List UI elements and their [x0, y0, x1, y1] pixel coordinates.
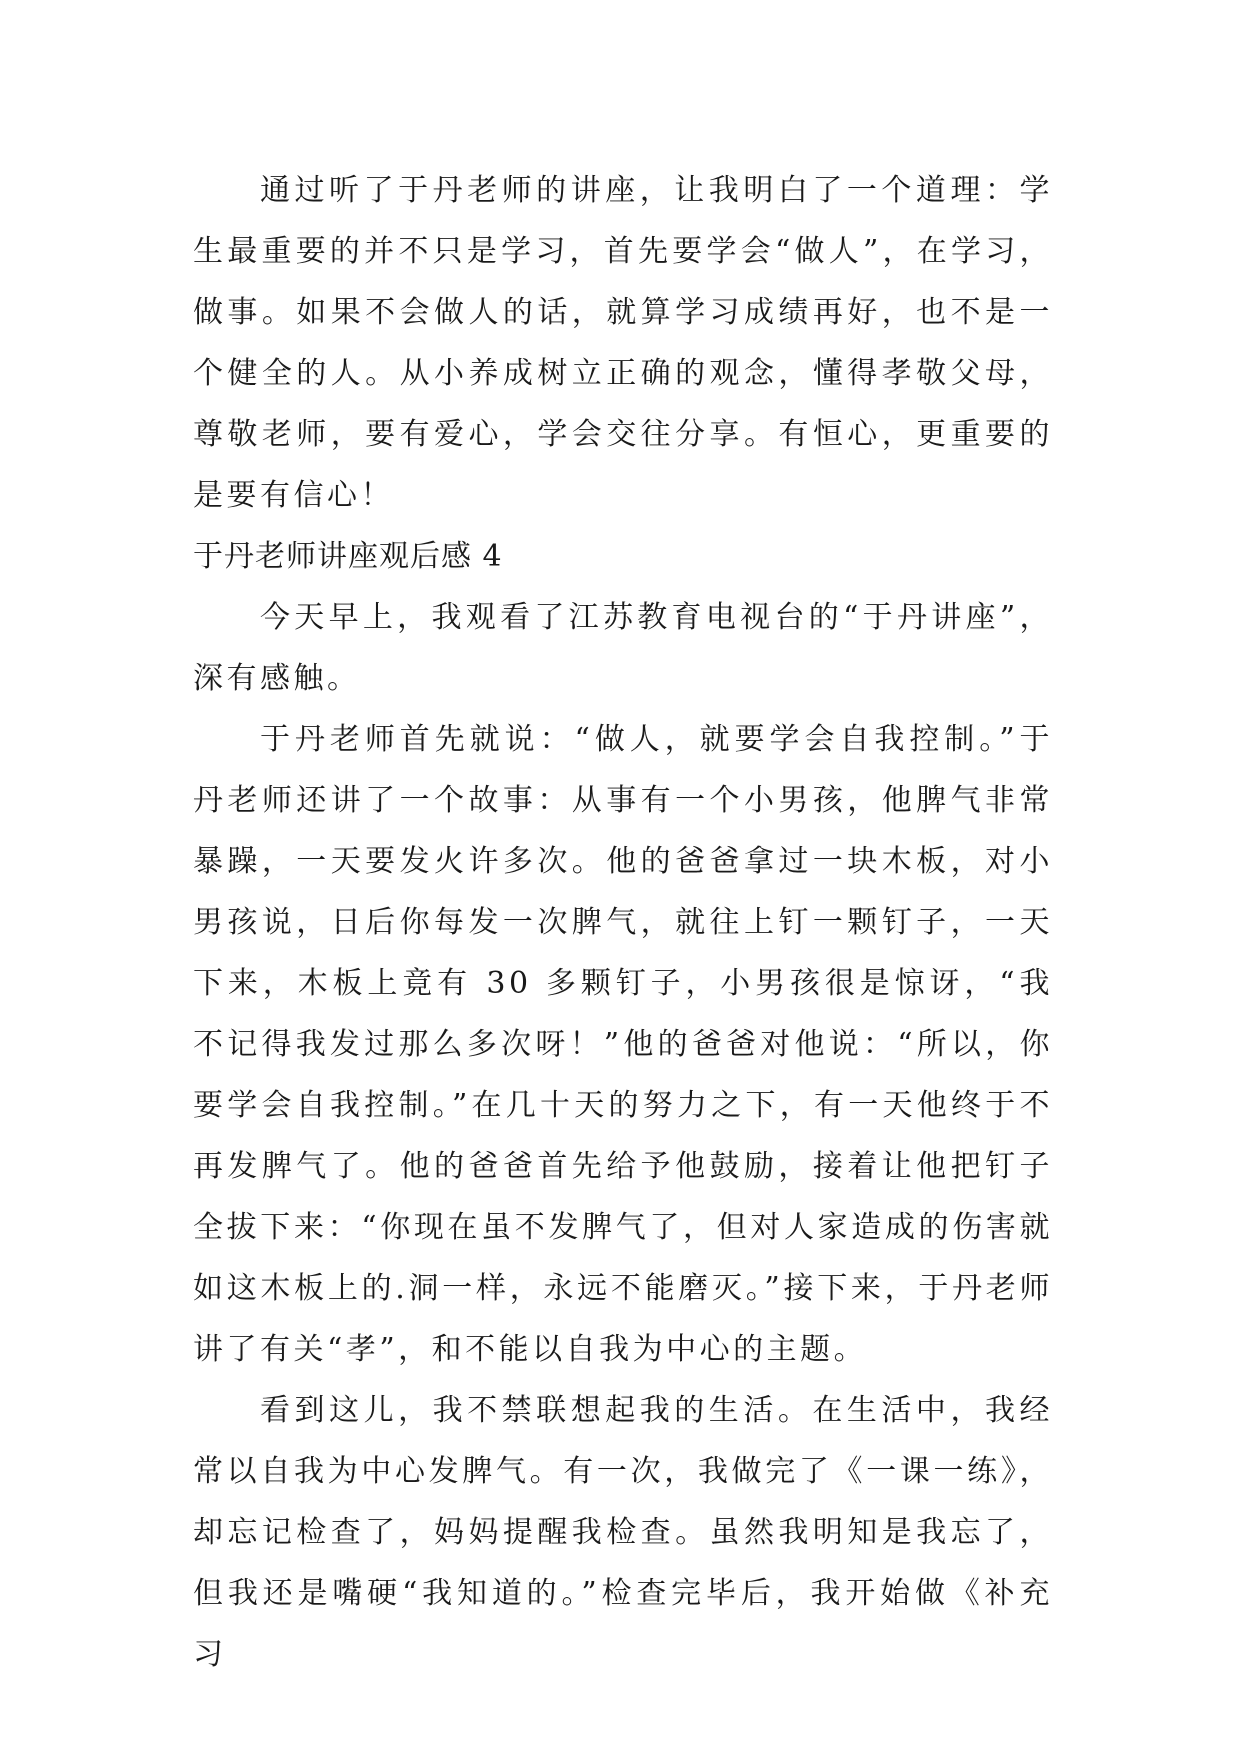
paragraph-1: 通过听了于丹老师的讲座，让我明白了一个道理：学生最重要的并不只是学习，首先要学会“做人”，在学习，做事。如果不会做人的话，就算学习成绩再好，也不是一个健全的人。从小养成树立正确的观念，懂得孝敬父母，尊敬老师，要有爱心，学会交往分享。有恒心，更重要的是要有信心！	[193, 173, 1053, 513]
section-heading: 于丹老师讲座观后感 4	[193, 539, 503, 574]
paragraph-3: 于丹老师首先就说：“做人，就要学会自我控制。”于丹老师还讲了一个故事：从事有一个小男孩，他脾气非常暴躁，一天要发火许多次。他的爸爸拿过一块木板，对小男孩说，日后你每发一次脾气，就往上钉一颗钉子，一天下来，木板上竟有 30 多颗钉子，小男孩很是惊讶，“我不记得我发过那么多次呀！”他的爸爸对他说：“所以，你要学会自我控制。”在几十天的努力之下，有一天他终于不再发脾气了。他的爸爸首先给予他鼓励，接着让他把钉子全拔下来：“你现在虽不发脾气了，但对人家造成的伤害就如这木板上的.洞一样，永远不能磨灭。”接下来，于丹老师讲了有关“孝”，和不能以自我为中心的主题。	[193, 722, 1053, 1367]
paragraph-2: 今天早上，我观看了江苏教育电视台的“于丹讲座”，深有感触。	[193, 600, 1053, 696]
paragraph-4: 看到这儿，我不禁联想起我的生活。在生活中，我经常以自我为中心发脾气。有一次，我做完了《一课一练》，却忘记检查了，妈妈提醒我检查。虽然我明知是我忘了，但我还是嘴硬“我知道的。”检查完毕后，我开始做《补充习	[193, 1393, 1053, 1672]
document-page	[193, 160, 1053, 1685]
